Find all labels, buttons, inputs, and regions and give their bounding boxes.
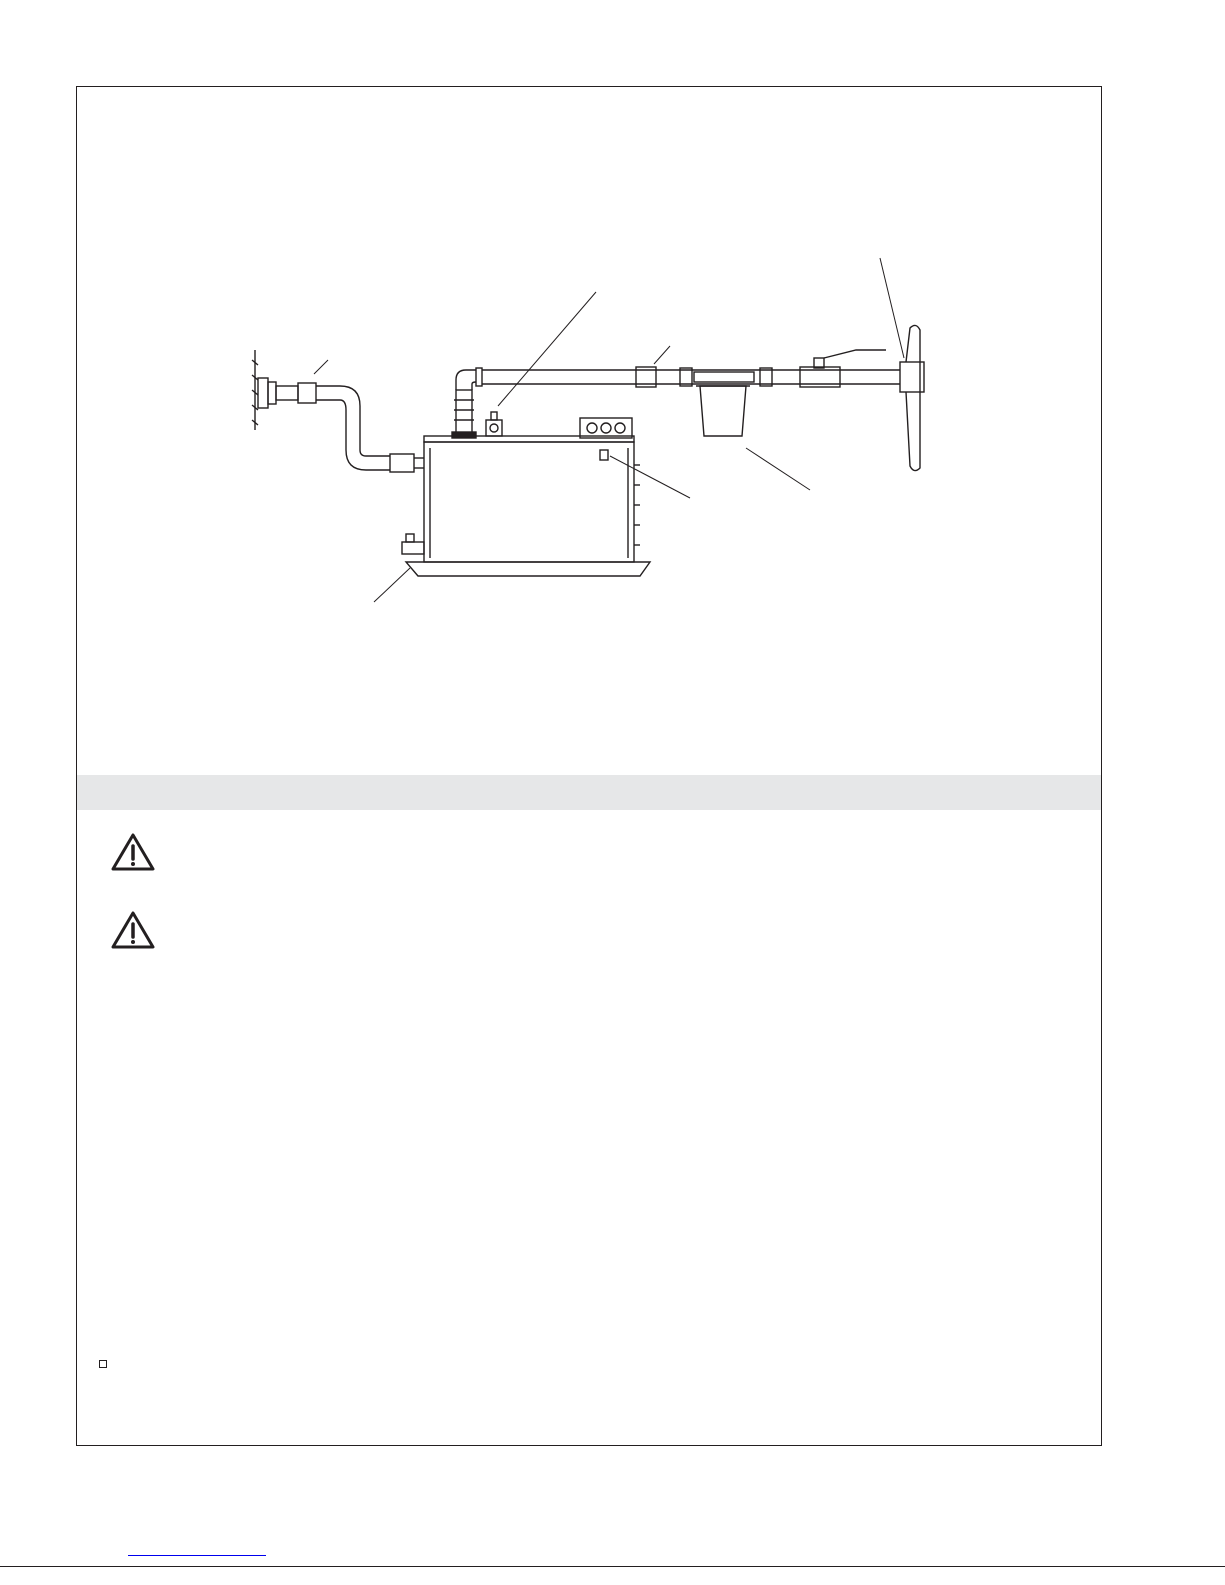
footer-link-underline[interactable] [128,1555,266,1556]
steam-outlet-riser [452,370,502,438]
warning-triangle-icon [110,832,156,872]
steam-inlet-pipe [316,386,424,472]
steam-head [900,325,924,470]
checkbox-square-icon [99,1360,107,1368]
warning-triangle-icon [110,910,156,950]
footer-rule [0,1566,1225,1567]
wall [252,350,258,430]
junction-box [580,418,632,438]
strainer [694,372,754,436]
steam-line [476,367,900,387]
section-header-band [77,775,1101,810]
installation-diagram [230,250,950,610]
ball-valve [814,350,886,368]
wall-fitting [258,378,316,408]
